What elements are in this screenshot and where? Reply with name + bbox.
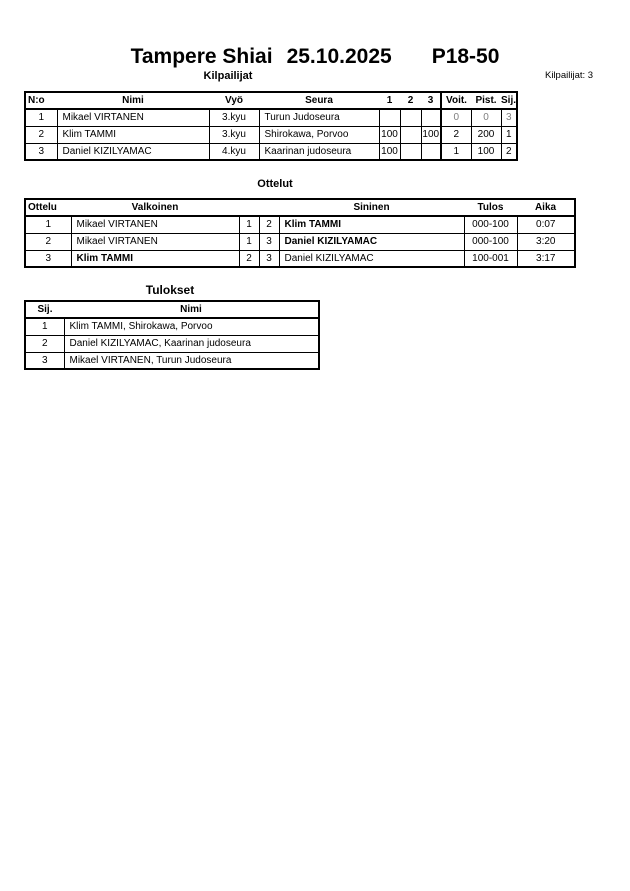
results-table	[24, 300, 320, 370]
blue-player-no: 3	[259, 233, 279, 250]
col-header-club: Seura	[259, 92, 379, 109]
match-row	[25, 233, 575, 250]
white-player-no: 1	[239, 216, 259, 233]
round1-score: 100	[379, 126, 400, 143]
competitor-wins: 2	[441, 126, 471, 143]
competitor-row	[25, 143, 517, 160]
match-time: 3:17	[517, 250, 575, 267]
page-title	[0, 45, 630, 69]
competitor-row	[25, 126, 517, 143]
competitors-header-row	[25, 92, 517, 109]
competitors-section-title: Kilpailijat	[203, 70, 253, 82]
col-header-points: Pist.	[471, 92, 501, 109]
round2-score	[400, 143, 421, 160]
result-row	[25, 335, 319, 352]
title-date: 25.10.2025	[286, 45, 392, 68]
match-time: 0:07	[517, 216, 575, 233]
competitor-wins: 1	[441, 143, 471, 160]
matches-header-row	[25, 199, 575, 216]
col-header-place: Sij.	[25, 301, 64, 318]
competitor-points: 0	[471, 109, 501, 126]
competitor-points: 200	[471, 126, 501, 143]
round3-score: 100	[421, 126, 441, 143]
match-result: 000-100	[464, 233, 517, 250]
competitor-row	[25, 109, 517, 126]
result-name: Daniel KIZILYAMAC, Kaarinan judoseura	[64, 335, 319, 352]
result-place: 1	[25, 318, 64, 335]
round2-score	[400, 109, 421, 126]
result-name: Mikael VIRTANEN, Turun Judoseura	[64, 352, 319, 369]
competitor-points: 100	[471, 143, 501, 160]
competitor-place: 1	[501, 126, 517, 143]
round2-score	[400, 126, 421, 143]
col-header-white-no	[239, 199, 259, 216]
round3-score	[421, 143, 441, 160]
round3-score	[421, 109, 441, 126]
col-header-name: Nimi	[57, 92, 209, 109]
blue-player-no: 3	[259, 250, 279, 267]
match-result: 100-001	[464, 250, 517, 267]
competitor-belt: 3.kyu	[209, 109, 259, 126]
white-player-name: Mikael VIRTANEN	[71, 216, 239, 233]
result-row	[25, 318, 319, 335]
results-section-title: Tulokset	[145, 283, 195, 297]
competitor-name: Daniel KIZILYAMAC	[57, 143, 209, 160]
col-header-blue-no	[259, 199, 279, 216]
col-header-time: Aika	[517, 199, 575, 216]
col-header-no: N:o	[25, 92, 57, 109]
title-event-name: Tampere Shiai	[130, 45, 273, 68]
competitor-wins: 0	[441, 109, 471, 126]
competitor-belt: 3.kyu	[209, 126, 259, 143]
competitor-club: Turun Judoseura	[259, 109, 379, 126]
competitor-belt: 4.kyu	[209, 143, 259, 160]
white-player-no: 2	[239, 250, 259, 267]
white-player-name: Klim TAMMI	[71, 250, 239, 267]
round1-score: 100	[379, 143, 400, 160]
competitor-no: 1	[25, 109, 57, 126]
competitor-place: 2	[501, 143, 517, 160]
competitor-club: Shirokawa, Porvoo	[259, 126, 379, 143]
competitor-no: 3	[25, 143, 57, 160]
match-number: 1	[25, 216, 71, 233]
competitor-name: Mikael VIRTANEN	[57, 109, 209, 126]
blue-player-name: Daniel KIZILYAMAC	[279, 233, 464, 250]
col-header-wins: Voit.	[441, 92, 471, 109]
col-header-belt: Vyö	[209, 92, 259, 109]
results-header-row	[25, 301, 319, 318]
result-place: 3	[25, 352, 64, 369]
match-row	[25, 216, 575, 233]
round1-score	[379, 109, 400, 126]
col-header-round1: 1	[379, 92, 400, 109]
white-player-name: Mikael VIRTANEN	[71, 233, 239, 250]
match-number: 3	[25, 250, 71, 267]
matches-section-title: Ottelut	[257, 178, 293, 190]
result-place: 2	[25, 335, 64, 352]
col-header-place: Sij.	[501, 92, 517, 109]
match-result: 000-100	[464, 216, 517, 233]
col-header-white: Valkoinen	[71, 199, 239, 216]
col-header-blue: Sininen	[279, 199, 464, 216]
col-header-name: Nimi	[64, 301, 319, 318]
col-header-match: Ottelu	[25, 199, 71, 216]
competitor-name: Klim TAMMI	[57, 126, 209, 143]
match-row	[25, 250, 575, 267]
competitor-place: 3	[501, 109, 517, 126]
blue-player-name: Daniel KIZILYAMAC	[279, 250, 464, 267]
col-header-round2: 2	[400, 92, 421, 109]
matches-table	[24, 198, 576, 268]
col-header-round3: 3	[421, 92, 441, 109]
result-name: Klim TAMMI, Shirokawa, Porvoo	[64, 318, 319, 335]
match-time: 3:20	[517, 233, 575, 250]
competitor-count-label: Kilpailijat: 3	[545, 70, 594, 81]
white-player-no: 1	[239, 233, 259, 250]
col-header-result: Tulos	[464, 199, 517, 216]
competitor-club: Kaarinan judoseura	[259, 143, 379, 160]
competitors-table	[24, 91, 518, 161]
title-category: P18-50	[431, 45, 500, 68]
competitor-no: 2	[25, 126, 57, 143]
blue-player-name: Klim TAMMI	[279, 216, 464, 233]
blue-player-no: 2	[259, 216, 279, 233]
result-row	[25, 352, 319, 369]
match-number: 2	[25, 233, 71, 250]
